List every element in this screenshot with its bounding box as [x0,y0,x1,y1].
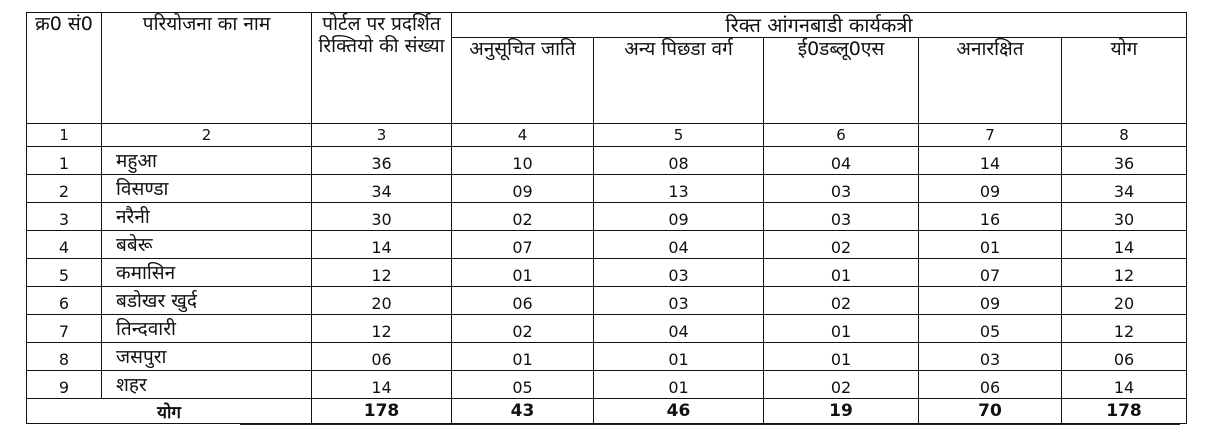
column-number: 6 [764,124,919,147]
header-other-backward-class: अन्य पिछडा वर्ग [594,38,764,124]
row-total: 36 [1062,147,1187,175]
unreserved: 01 [919,231,1062,259]
row-serial: 1 [27,147,102,175]
other-backward-class: 04 [594,231,764,259]
row-total: 12 [1062,259,1187,287]
ews: 03 [764,203,919,231]
unreserved: 09 [919,287,1062,315]
other-backward-class: 08 [594,147,764,175]
header-ews: ई0डब्लू0एस [764,38,919,124]
header-total: योग [1062,38,1187,124]
row-serial: 2 [27,175,102,203]
ews: 04 [764,147,919,175]
unreserved: 03 [919,343,1062,371]
scheduled-caste: 09 [452,175,594,203]
other-backward-class: 13 [594,175,764,203]
row-serial: 7 [27,315,102,343]
portal-count: 34 [312,175,452,203]
table-row [27,259,1187,287]
project-name: विसण्डा [102,175,312,203]
scheduled-caste: 02 [452,203,594,231]
column-number: 3 [312,124,452,147]
row-serial: 3 [27,203,102,231]
row-total: 12 [1062,315,1187,343]
other-backward-class: 01 [594,371,764,399]
table-row [27,315,1187,343]
unreserved: 14 [919,147,1062,175]
project-name: तिन्दवारी [102,315,312,343]
row-total: 30 [1062,203,1187,231]
header-vacant-worker-group: रिक्त आंगनबाडी कार्यकत्री [452,13,1187,38]
vacancy-table-sheet [26,12,1186,424]
scheduled-caste: 05 [452,371,594,399]
row-serial: 8 [27,343,102,371]
portal-count: 12 [312,259,452,287]
other-backward-class: 03 [594,259,764,287]
vacancy-table [26,12,1187,424]
unreserved: 07 [919,259,1062,287]
unreserved: 05 [919,315,1062,343]
column-number: 2 [102,124,312,147]
other-backward-class: 01 [594,343,764,371]
table-row [27,147,1187,175]
column-number: 8 [1062,124,1187,147]
portal-count: 12 [312,315,452,343]
ews: 02 [764,287,919,315]
other-backward-class: 09 [594,203,764,231]
total-label: योग [27,399,312,424]
row-total: 06 [1062,343,1187,371]
table-row [27,175,1187,203]
table-row [27,287,1187,315]
project-name: कमासिन [102,259,312,287]
total-unreserved: 70 [919,399,1062,424]
scheduled-caste: 07 [452,231,594,259]
total-other-backward-class: 46 [594,399,764,424]
ews: 03 [764,175,919,203]
table-row [27,371,1187,399]
total-scheduled-caste: 43 [452,399,594,424]
other-backward-class: 04 [594,315,764,343]
scheduled-caste: 02 [452,315,594,343]
total-ews: 19 [764,399,919,424]
portal-count: 14 [312,371,452,399]
project-name: जसपुरा [102,343,312,371]
portal-count: 14 [312,231,452,259]
other-backward-class: 03 [594,287,764,315]
project-name: बडोखर खुर्द [102,287,312,315]
total-portal-count: 178 [312,399,452,424]
scheduled-caste: 10 [452,147,594,175]
portal-count: 06 [312,343,452,371]
unreserved: 09 [919,175,1062,203]
ews: 01 [764,259,919,287]
row-total: 34 [1062,175,1187,203]
total-row [27,399,1187,424]
scheduled-caste: 06 [452,287,594,315]
table-body [27,147,1187,399]
unreserved: 06 [919,371,1062,399]
header-serial: क्र0 सं0 [27,13,102,124]
table-row [27,343,1187,371]
header-unreserved: अनारक्षित [919,38,1062,124]
unreserved: 16 [919,203,1062,231]
header-project-name: परियोजना का नाम [102,13,312,124]
row-total: 14 [1062,231,1187,259]
ews: 01 [764,315,919,343]
scheduled-caste: 01 [452,259,594,287]
project-name: नरैनी [102,203,312,231]
column-number: 5 [594,124,764,147]
header-scheduled-caste: अनुसूचित जाति [452,38,594,124]
column-number: 1 [27,124,102,147]
row-total: 20 [1062,287,1187,315]
project-name: महुआ [102,147,312,175]
header-portal-count: पोर्टल पर प्रदर्शित रिक्तियो की संख्या [312,13,452,124]
project-name: शहर [102,371,312,399]
page-continuation-line [240,424,1180,425]
row-serial: 4 [27,231,102,259]
portal-count: 30 [312,203,452,231]
portal-count: 20 [312,287,452,315]
row-serial: 5 [27,259,102,287]
row-total: 14 [1062,371,1187,399]
portal-count: 36 [312,147,452,175]
table-row [27,203,1187,231]
column-number-row [27,124,1187,147]
table-row [27,231,1187,259]
scheduled-caste: 01 [452,343,594,371]
row-serial: 9 [27,371,102,399]
ews: 02 [764,231,919,259]
ews: 01 [764,343,919,371]
column-number: 7 [919,124,1062,147]
total-grand: 178 [1062,399,1187,424]
project-name: बबेरू [102,231,312,259]
column-number: 4 [452,124,594,147]
row-serial: 6 [27,287,102,315]
ews: 02 [764,371,919,399]
